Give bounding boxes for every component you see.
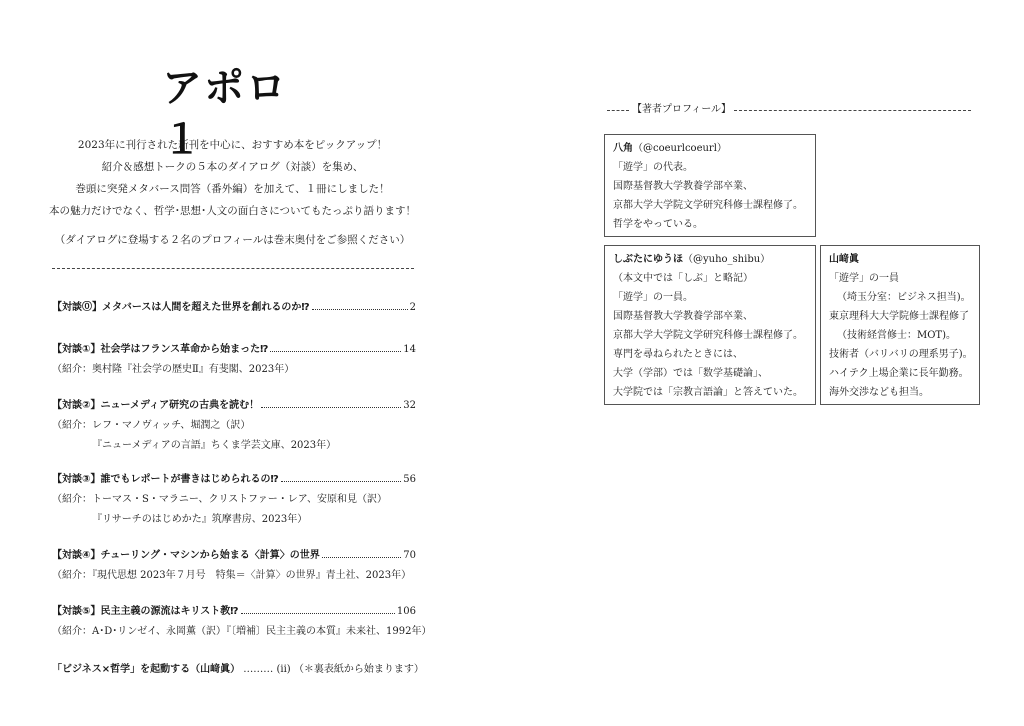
- toc-leader-dots: [281, 481, 402, 482]
- toc-entry[interactable]: [52, 602, 432, 642]
- toc-entry-source: （紹介：レフ・マノヴィッチ、堀潤之（訳）: [52, 420, 251, 431]
- profile-line: （技術経営修士：MOT)。: [837, 330, 957, 341]
- intro-line: 紹介＆感想トークの５本のダイアログ（対談）を集め、: [101, 161, 364, 173]
- toc-page-number: 56: [403, 474, 416, 485]
- intro-line: 巻頭に突発メタバース問答（番外編）を加えて、１冊にしました！: [75, 183, 390, 195]
- header-dash: [607, 110, 629, 111]
- toc-leader-dots: [270, 351, 401, 352]
- profile-line: 大学院では「宗教言語論」と答えていた。: [613, 387, 803, 398]
- toc-entry[interactable]: [52, 396, 416, 456]
- profile-card-shibutani: [604, 245, 816, 405]
- toc-entry[interactable]: [52, 546, 416, 586]
- profile-name: 山﨑眞: [829, 254, 859, 265]
- profile-line: 京都大学大学院文学研究科修士課程修了。: [613, 330, 803, 341]
- toc-leader-dots: ………: [243, 664, 274, 675]
- toc-leader-dots: [241, 613, 395, 614]
- profile-heading: [829, 250, 971, 269]
- profile-line: （本文中では「しぶ」と略記）: [613, 273, 753, 284]
- profile-line: 国際基督教大学教養学部卒業、: [613, 181, 753, 192]
- profile-handle: （@coeurlcoeurl）: [633, 143, 727, 154]
- profile-heading: [613, 139, 807, 158]
- toc-entry-bonus[interactable]: [52, 660, 422, 680]
- section-divider: [52, 268, 414, 269]
- intro-line: 本の魅力だけでなく、哲学･思想･人文の面白さについてもたっぷり語ります！: [48, 205, 417, 217]
- toc-entry-source: 『リサーチのはじめかた』筑摩書房、2023年）: [92, 514, 308, 525]
- toc-entry-title: 【対談③】誰でもレポートが書きはじめられるの⁉: [52, 474, 279, 485]
- toc-page-number: 32: [403, 400, 416, 411]
- toc-page-number: 2: [409, 302, 416, 313]
- profile-line: 「遊学」の一員: [829, 273, 899, 284]
- toc-page-number: 106: [396, 606, 416, 617]
- intro-text: [40, 134, 425, 251]
- profile-handle: （@yuho_shibu）: [683, 254, 771, 265]
- profile-line: 国際基督教大学教養学部卒業、: [613, 311, 753, 322]
- profile-line: 専門を尋ねられたときには、: [613, 349, 743, 360]
- toc-page-number: 14: [403, 344, 416, 355]
- profile-line: 哲学をやっている。: [613, 219, 703, 230]
- toc-entry-note: （＊裏表紙から始まります）: [293, 664, 424, 675]
- profile-card-yamazaki: [820, 245, 980, 405]
- intro-note: （ダイアログに登場する２名のプロフィールは巻末奥付をご参照ください）: [54, 234, 411, 246]
- profile-line: （埼玉分室：ビジネス担当)。: [837, 292, 971, 303]
- profile-heading: [613, 250, 807, 269]
- profile-line: 技術者（バリバリの理系男子)。: [829, 349, 973, 360]
- toc-entry-source: 『ニューメディアの言語』ちくま学芸文庫、2023年）: [92, 440, 337, 451]
- profile-header: [607, 100, 971, 120]
- toc-entry-source: （紹介：トーマス・S・マラニー、クリストファー・レア、安原和見（訳）: [52, 494, 387, 505]
- toc-entry[interactable]: [52, 298, 416, 318]
- toc-leader-dots: [261, 407, 401, 408]
- toc-page-number: 70: [403, 550, 416, 561]
- toc-page-number: (ii): [276, 664, 291, 675]
- header-dash: [734, 110, 971, 111]
- toc-entry-title: 【対談①】社会学はフランス革命から始まった⁉: [52, 344, 269, 355]
- profile-line: 海外交渉なども担当。: [829, 387, 929, 398]
- toc-entry-source: （紹介：奥村隆『社会学の歴史Ⅱ』有斐閣、2023年）: [52, 364, 295, 375]
- profile-line: ハイテク上場企業に長年勤務。: [829, 368, 969, 379]
- toc-entry-title: 【対談⓪】メタバースは人間を超えた世界を創れるのか⁉: [52, 302, 310, 313]
- profile-line: 「遊学」の代表。: [613, 162, 693, 173]
- profile-line: 「遊学」の一員。: [613, 292, 693, 303]
- toc-entry-title: 【対談②】ニューメディア研究の古典を読む！: [52, 400, 260, 411]
- toc-leader-dots: [322, 557, 402, 558]
- toc-entry[interactable]: [52, 470, 416, 530]
- profile-line: 大学（学部）では「数学基礎論」、: [613, 368, 768, 379]
- toc-entry-source: （紹介：『現代思想 2023年７月号 特集＝〈計算〉の世界』青土社、2023年）: [52, 570, 412, 581]
- intro-line: 2023年に刊行された新刊を中心に、おすすめ本をピックアップ！: [77, 139, 388, 151]
- profile-header-label: 【著者プロフィール】: [632, 104, 731, 115]
- profile-card-hakkaku: [604, 134, 816, 237]
- toc-entry-title: 「ビジネス×哲学」を起動する（山﨑眞）: [52, 664, 241, 675]
- toc-entry[interactable]: [52, 340, 416, 380]
- toc-entry-source: （紹介：A･D･リンゼイ、永岡薫（訳）『〔増補〕民主主義の本質』未来社、1992年）: [52, 626, 432, 637]
- page-title: アポロ１: [162, 65, 288, 163]
- toc-entry-title: 【対談④】チューリング・マシンから始まる〈計算〉の世界: [52, 550, 320, 561]
- profile-line: 京都大学大学院文学研究科修士課程修了。: [613, 200, 803, 211]
- profile-line: 東京理科大大学院修士課程修了: [829, 311, 969, 322]
- profile-name: 八角: [613, 143, 633, 154]
- toc-leader-dots: [312, 309, 408, 310]
- toc-entry-title: 【対談⑤】民主主義の源流はキリスト教⁉: [52, 606, 239, 617]
- profile-name: しぶたにゆうほ: [613, 254, 683, 265]
